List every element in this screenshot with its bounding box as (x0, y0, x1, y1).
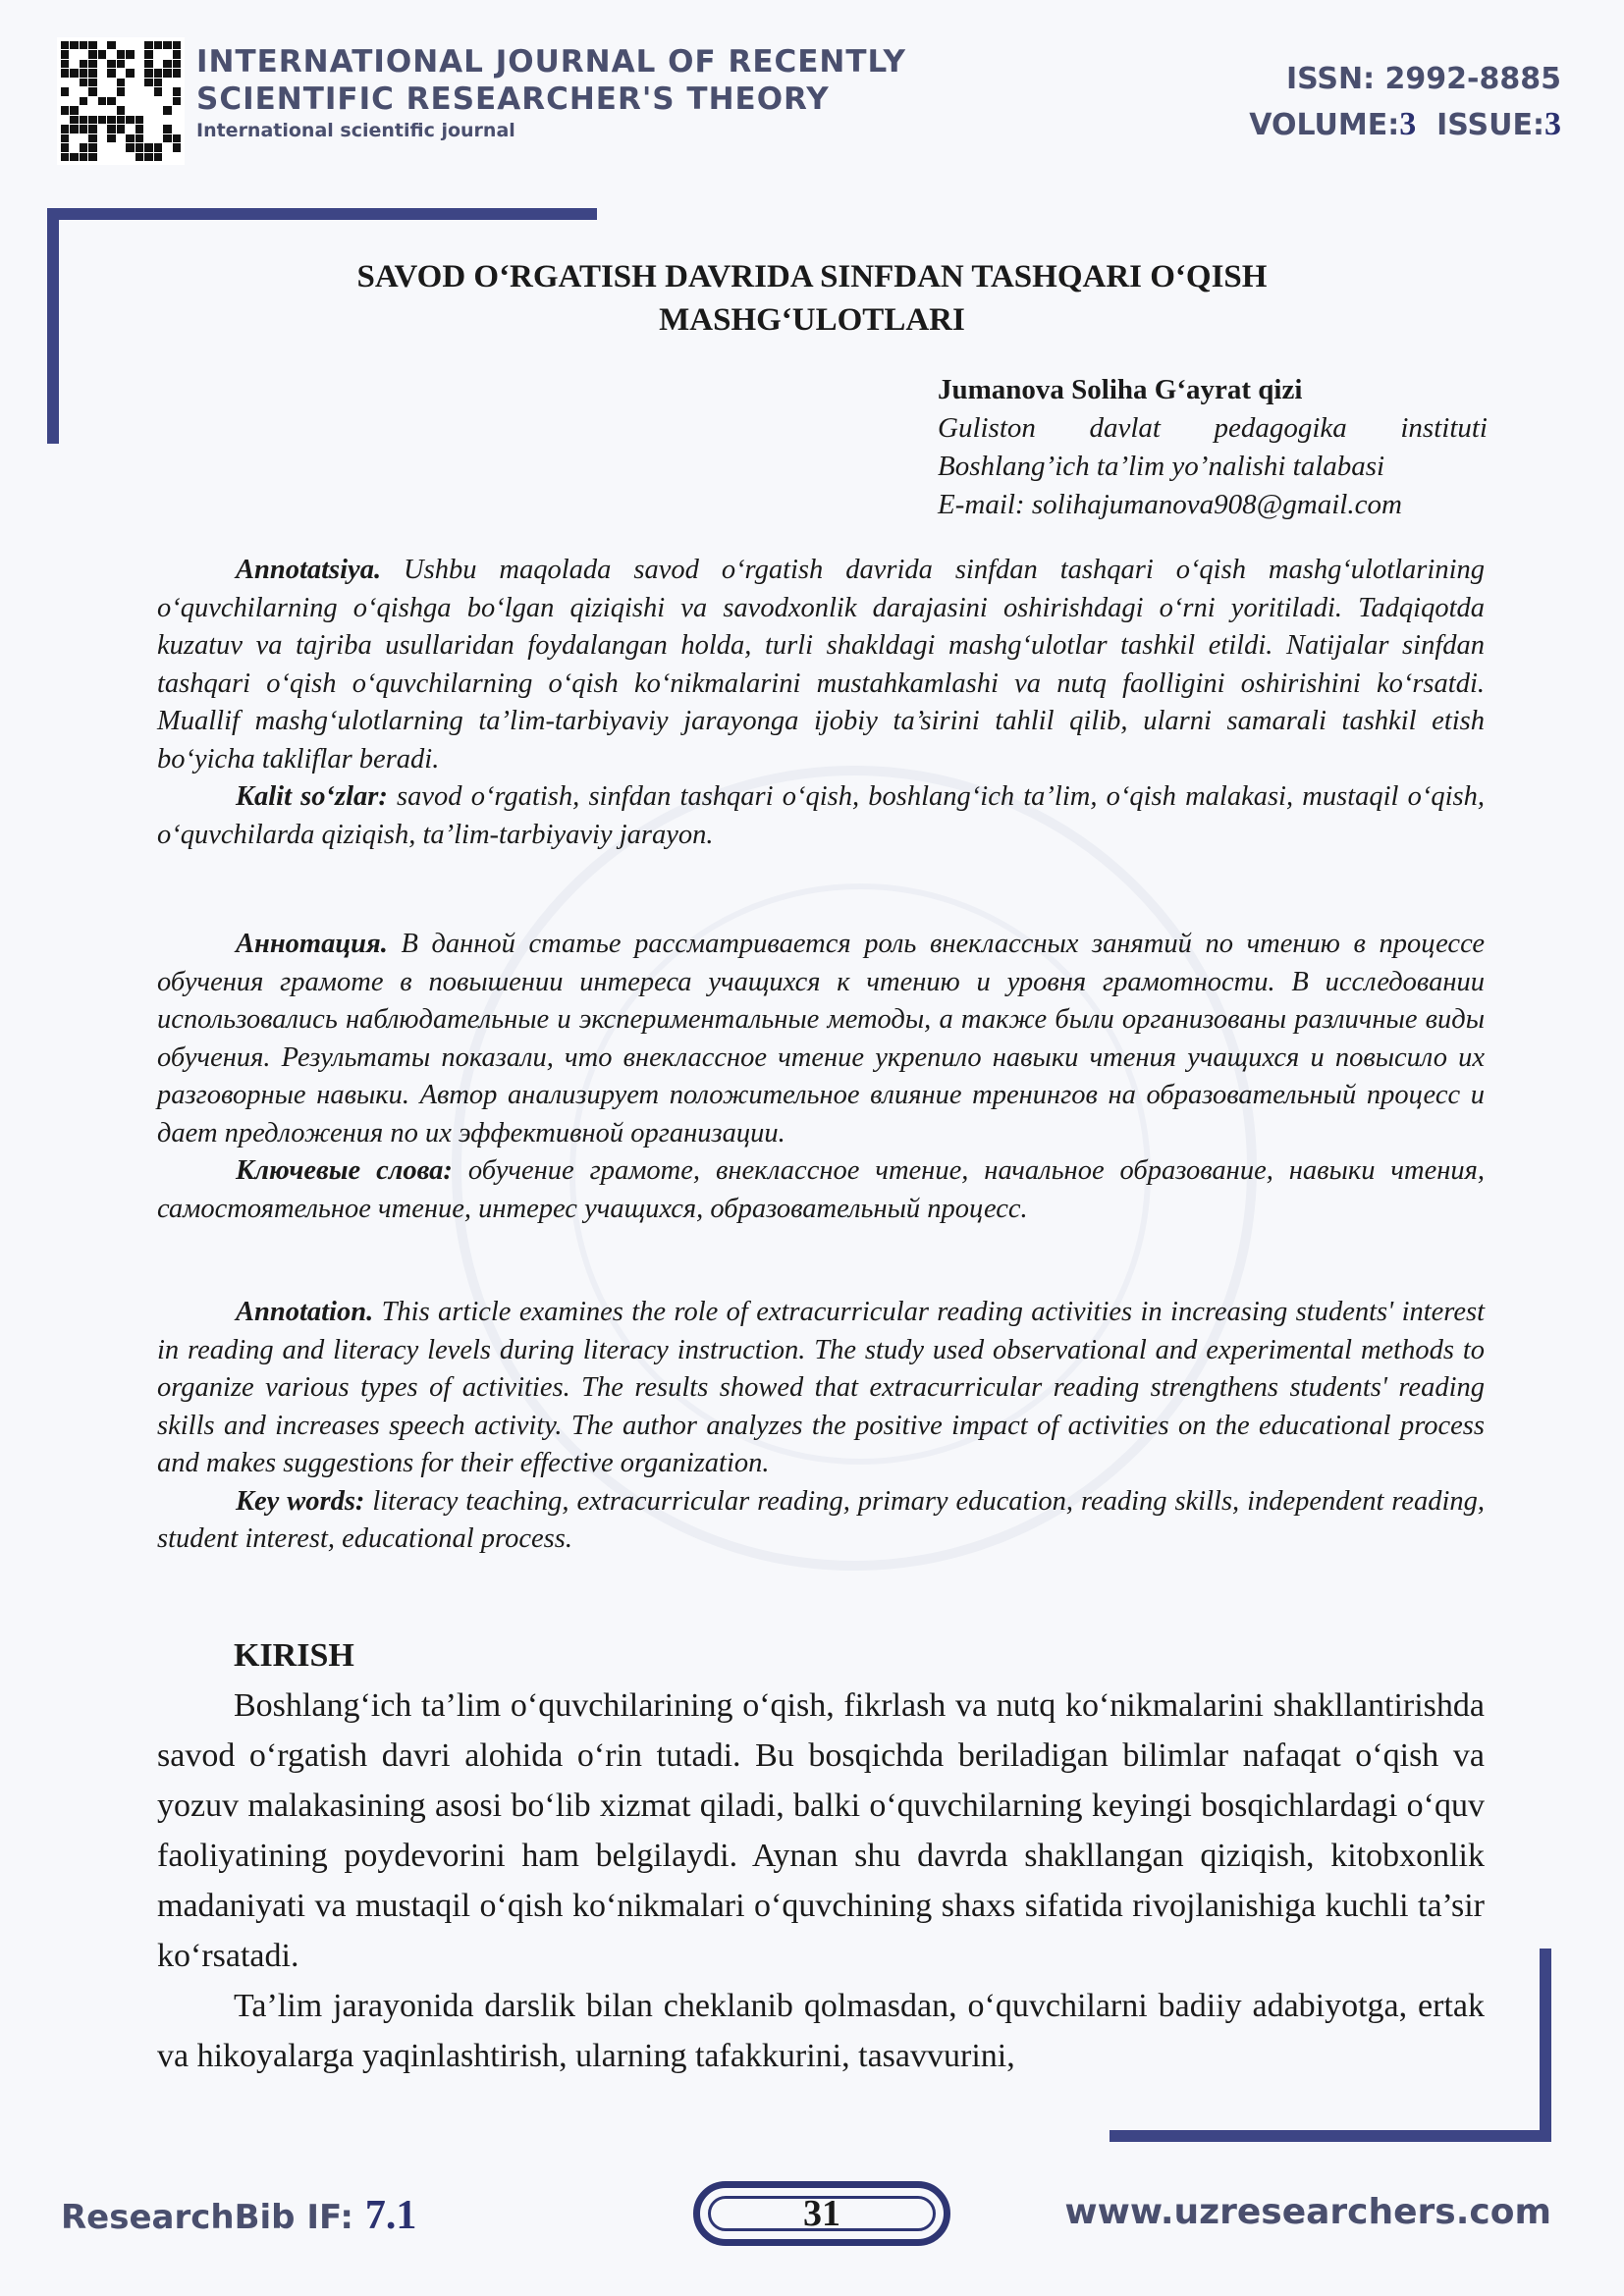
qr-code (57, 37, 185, 165)
author-institute: Guliston davlat pedagogika instituti (938, 412, 1488, 444)
abstract-english-label: Annotation. (236, 1297, 374, 1327)
frame-corner-top-left-vertical (47, 208, 59, 444)
issn-block (1249, 57, 1561, 148)
issn: ISSN: 2992-8885 (1285, 62, 1561, 96)
body-paragraph: Ta’lim jarayonida darslik bilan cheklanib qolmasdan, o‘quvchilarni badiiy adabiyotga, ertak va hikoyalarga yaqinlashtirish, ularning tafakkurini, tasavvurini, (157, 1988, 1485, 2074)
volume-issue (1249, 102, 1561, 148)
abstract-russian (157, 926, 1485, 1228)
keywords-english: Key words: literacy teaching, extracurricular reading, primary education, reading skills, independent reading, student interest, educational process. (157, 1485, 1486, 1554)
author-program: Boshlang’ich ta’lim yo’nalishi talabasi (938, 451, 1385, 482)
frame-corner-top-left (47, 208, 597, 220)
article-title (177, 255, 1447, 342)
journal-subtitle: International scientific journal (196, 120, 515, 141)
keywords-russian: Ключевые слова: обучение грамоте, внеклассное чтение, начальное образование, навыки чтения, самостоятельное чтение, интерес учащихся, образовательный процесс. (157, 1155, 1485, 1224)
abstract-english (157, 1294, 1485, 1559)
section-heading: KIRISH (234, 1637, 354, 1674)
abstract-uzbek-label: Annotatsiya. (236, 555, 382, 585)
issue-label: ISSUE: (1436, 108, 1544, 142)
keywords-english-label: Key words: (236, 1485, 365, 1517)
abstract-russian-label: Аннотация. (236, 929, 388, 959)
abstract-english-text: Annotation. This article examines the role of extracurricular reading activities in increasing students' interest in reading and literacy levels during literacy instruction. The study used observational and experimental methods to organize various types of activities. The results showed that extracurricular reading strengthens students' reading skills and increases speech activity. The author analyzes the positive impact of activities on the educational process and makes suggestions for their effective organization. (157, 1297, 1485, 1478)
abstract-uzbek (157, 552, 1485, 854)
keywords-uzbek-label: Kalit so‘zlar: (236, 781, 388, 812)
article-title-line-1: SAVOD O‘RGATISH DAVRIDA SINFDAN TASHQARI O‘QISH (356, 259, 1268, 294)
volume-number: 3 (1399, 106, 1417, 142)
main-body (157, 1633, 1485, 2081)
keywords-uzbek: Kalit so‘zlar: savod o‘rgatish, sinfdan tashqari o‘qish, boshlang‘ich ta’lim, o‘qish malakasi, mustaqil o‘qish, o‘quvchilarda qiziqish, ta’lim-tarbiyaviy jarayon. (157, 781, 1485, 850)
abstract-russian-text: Аннотация. В данной статье рассматривается роль внеклассных занятий по чтению в процессе обучения грамоте в повышении интереса учащихся к чтению и уровня грамотности. В исследовании использовались наблюдательные и экспериментальные методы, а также были организованы различные виды обучения. Результаты показали, что внеклассное чтение укрепило навыки чтения учащихся и повысило их разговорные навыки. Автор анализирует положительное влияние тренингов на образовательный процесс и дает предложения по их эффективной организации. (157, 929, 1485, 1148)
author-name: Jumanova Soliha G‘ayrat qizi (938, 374, 1303, 405)
author-email: E-mail: solihajumanova908@gmail.com (938, 489, 1402, 520)
journal-masthead (196, 43, 906, 141)
abstract-uzbek-text: Annotatsiya. Ushbu maqolada savod o‘rgatish davrida sinfdan tashqari o‘qish mashg‘ulotlarining o‘quvchilarning o‘qishga bo‘lgan qiziqishi va savodxonlik darajasini oshirishdagi o‘rni yoritiladi. Tadqiqotda kuzatuv va tajriba usullaridan foydalangan holda, turli shakldagi mashg‘ulotlar tashkil etildi. Natijalar sinfdan tashqari o‘qish o‘quvchilarning o‘qish ko‘nikmalarini mustahkamlashi va nutq faolligini oshirishini ko‘rsatdi. Muallif mashg‘ulotlarning ta’lim-tarbiyaviy jarayonga ijobiy ta’sirini tahlil qilib, ularni samarali tashkil etish bo‘yicha takliflar beradi. (157, 555, 1485, 774)
author-block (938, 371, 1488, 524)
frame-corner-bottom-right (1110, 2130, 1551, 2142)
frame-corner-bottom-right-vertical (1540, 1949, 1551, 2142)
keywords-russian-label: Ключевые слова: (236, 1155, 453, 1186)
body-paragraph: Boshlang‘ich ta’lim o‘quvchilarining o‘qish, fikrlash va nutq ko‘nikmalarini shakllantirishda savod o‘rgatish davri alohida o‘rin tutadi. Bu bosqichda beriladigan bilimlar nafaqat o‘qish va yozuv malakasining asosi bo‘lib xizmat qiladi, balki o‘quvchilarning keyingi bosqichlardagi o‘quv faoliyatining poydevorini ham belgilaydi. Aynan shu davrda shakllangan qiziqish, kitobxonlik madaniyati va mustaqil o‘qish ko‘nikmalari o‘quvchining shaxs sifatida rivojlanishiga kuchli ta’sir ko‘rsatadi. (157, 1687, 1485, 1974)
journal-website: www.uzresearchers.com (1064, 2192, 1551, 2232)
issue-number: 3 (1544, 106, 1561, 142)
journal-title-line-1: INTERNATIONAL JOURNAL OF RECENTLY (196, 44, 906, 80)
journal-title-line-2: SCIENTIFIC RESEARCHER'S THEORY (196, 81, 830, 117)
impact-factor (61, 2192, 416, 2239)
page-number: 31 (803, 2193, 840, 2234)
article-title-line-2: MASHG‘ULOTLARI (659, 302, 965, 338)
volume-label: VOLUME: (1249, 108, 1400, 142)
impact-factor-value: 7.1 (364, 2193, 417, 2238)
impact-factor-label: ResearchBib IF: (61, 2198, 365, 2237)
